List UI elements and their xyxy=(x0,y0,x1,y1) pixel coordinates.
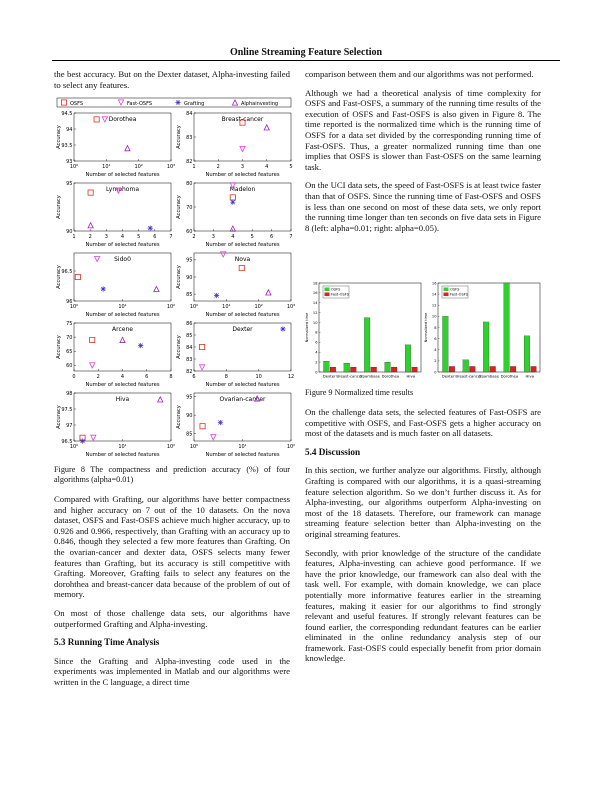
paragraph-discussion-1: In this section, we further analyze our algorithms. Firstly, although Grafting is compared with our algorithms, it is a quasi-streaming feature selection algorithm. So we don’t further discuss it. As for Alpha-investing, our algorithms outperform Alpha-investing on most of the 18 datasets. Therefore, our framework can manage streaming feature selection better than Alpha-investing on the original streaming features. xyxy=(305,465,541,539)
subplot-title: Dorothea xyxy=(108,116,137,123)
y-tick-label: 12 xyxy=(431,303,437,308)
y-tick-label: 2 xyxy=(315,360,318,365)
bar-fast-osfs xyxy=(490,366,496,372)
x-tick-label: 10² xyxy=(254,304,263,310)
paragraph-running-time: Since the Grafting and Alpha-investing code used in the experiments was implemented in Matlab and our algorithms were written in the C language, a direct time xyxy=(54,655,290,687)
x-tick-label: Spambase xyxy=(360,373,380,379)
x-tick-label: 10² xyxy=(166,444,176,450)
x-tick-label: 10¹ xyxy=(118,444,127,450)
paragraph-discussion-2: Secondly, with prior knowledge of the structure of the candidate features, Alpha-investing can achieve good performance. If we have the prior knowledge, our framework can also deal with the task well. For example, with domain knowledge, we can place potentially more informative features earlier in the streaming features, making it easier for our algorithms to find strongly relevant and useful features. If strongly relevant features can be found earlier, the corresponding redundant features can be earlier eliminated in the online redundancy analysis step of our framework. Fast-OSFS could especially benefit from prior domain knowledge. xyxy=(305,547,541,664)
y-tick-label: 16 xyxy=(431,281,437,286)
y-tick-label: 95 xyxy=(186,394,193,401)
subplot-hiva xyxy=(56,391,175,458)
bar-fast-osfs xyxy=(391,367,397,372)
figure-8-legend xyxy=(57,98,291,107)
x-tick-label: 6 xyxy=(192,374,196,380)
y-tick-label: 85 xyxy=(186,291,193,298)
x-tick-label: 10¹ xyxy=(238,444,247,450)
y-tick-label: 97.5 xyxy=(61,406,73,413)
subplot-xlabel: Number of selected features xyxy=(205,242,280,248)
y-tick-label: 0 xyxy=(315,370,318,375)
paragraph-grafting-comparison: Compared with Grafting, our algorithms have better compactness and higher accuracy on 7 out of the 10 datasets. On the nova dataset, OSFS and Fast-OSFS achieve much higher accuracy, up to 0.926 and 0.966, respectively, than Grafting with an accuracy up to 0.846, though they selected a few more features than Grafting. On the ovarian-cancer and dexter data, OSFS selects many fewer features than Grafting, but its accuracy is still competitive with Grafting. Moreover, Grafting fails to select any features on the dorohthea and breast-cancer data because of the problem of out of memory. xyxy=(54,494,290,600)
subplot-ovarian-cancer xyxy=(176,393,295,458)
bar-fast-osfs xyxy=(330,367,336,372)
data-point-grafting xyxy=(218,420,223,425)
paragraph-time-complexity: Although we had a theoretical analysis of time complexity for OSFS and Fast-OSFS, a summary of the running time results of the execution of OSFS and Fast-OSFS is also given in Figure 8. The time reported is the normalized time which is the running time of OSFS for a data set divided by the corresponding running time of Fast-OSFS. Thus, a greater normalized running time than one implies that OSFS is slower than Fast-OSFS on the same learning task. xyxy=(305,87,541,172)
subplot-title: Dexter xyxy=(232,326,253,333)
subplot-ylabel: Accuracy xyxy=(56,125,62,149)
subplot-ylabel: Accuracy xyxy=(176,265,182,289)
x-tick-label: 4 xyxy=(120,374,125,380)
y-tick-label: 96.5 xyxy=(61,438,73,445)
figure-9-caption: Figure 9 Normalized time results xyxy=(305,388,414,397)
subplot-title: Sido0 xyxy=(114,256,131,263)
x-tick-label: 4 xyxy=(120,234,125,240)
y-tick-label: 6 xyxy=(315,340,318,345)
left-column xyxy=(54,69,290,98)
subplot-ylabel: Accuracy xyxy=(56,195,62,219)
x-tick-label: 10² xyxy=(134,164,143,170)
x-tick-label: 6 xyxy=(270,234,274,240)
legend-marker-grafting xyxy=(175,100,180,105)
x-tick-label: 3 xyxy=(104,234,108,240)
subplot-title: Ovarian-cancer xyxy=(219,396,266,403)
y-tick-label: 85 xyxy=(186,332,193,339)
legend-label-fast-osfs: Fast-OSFS xyxy=(450,292,469,297)
y-tick-label: 60 xyxy=(186,228,193,235)
subplot-ylabel: Accuracy xyxy=(176,335,182,359)
y-tick-label: 84 xyxy=(186,344,193,351)
section-5-3-heading: 5.3 Running Time Analysis xyxy=(54,637,160,648)
y-tick-label: 83 xyxy=(186,356,193,363)
x-tick-label: 10⁰ xyxy=(69,304,79,310)
x-tick-label: Hiva xyxy=(525,373,535,379)
data-point-grafting xyxy=(280,326,285,331)
x-tick-label: 8 xyxy=(169,374,173,380)
y-tick-label: 70 xyxy=(66,334,73,341)
x-tick-label: 10² xyxy=(286,444,296,450)
bar-fast-osfs xyxy=(469,366,475,372)
subplot-xlabel: Number of selected features xyxy=(85,312,160,318)
bar-chart-right xyxy=(424,281,540,378)
section-5-4-heading: 5.4 Discussion xyxy=(305,446,361,457)
x-tick-label: 3 xyxy=(240,164,245,170)
bar-osfs xyxy=(463,360,469,372)
subplot-nova xyxy=(176,252,295,318)
y-tick-label: 75 xyxy=(66,320,73,327)
intro-paragraph: the best accuracy. But on the Dexter dataset, Alpha-investing failed to select any features. xyxy=(54,69,290,90)
x-tick-label: 7 xyxy=(169,234,173,240)
bar-legend xyxy=(442,286,469,298)
x-tick-label: 10¹ xyxy=(118,304,127,310)
x-tick-label: 10³ xyxy=(286,304,296,310)
x-tick-label: 2 xyxy=(88,234,92,240)
bar-fast-osfs xyxy=(449,366,455,372)
x-tick-label: 4 xyxy=(265,164,269,170)
y-tick-label: 14 xyxy=(431,292,437,297)
x-tick-label: Hiva xyxy=(406,373,416,379)
subplot-title: Arcene xyxy=(112,326,133,333)
y-tick-label: 18 xyxy=(312,281,318,286)
y-tick-label: 90 xyxy=(186,412,193,419)
x-tick-label: 5 xyxy=(137,234,141,240)
data-point-grafting xyxy=(230,200,235,205)
y-tick-label: 83 xyxy=(186,134,193,141)
y-tick-label: 85 xyxy=(186,431,193,438)
left-column-body xyxy=(54,463,290,696)
x-tick-label: 5 xyxy=(250,234,254,240)
legend-label-alphainvesting: Alphainvesting xyxy=(241,100,279,107)
bar-fast-osfs xyxy=(412,367,418,372)
legend-swatch-osfs xyxy=(444,288,449,292)
x-tick-label: Dorothea xyxy=(381,373,400,379)
y-tick-label: 10 xyxy=(431,314,437,319)
subplot-lymphoma xyxy=(56,181,173,248)
subplot-dorothea xyxy=(56,111,175,178)
x-tick-label: Dorothea xyxy=(500,373,519,379)
y-tick-label: 93 xyxy=(66,158,73,165)
data-point-grafting xyxy=(148,226,153,231)
paragraph-comparison-end: comparison between them and our algorithms was not performed. xyxy=(305,69,534,79)
x-tick-label: 1 xyxy=(192,164,196,170)
legend-swatch-fast-osfs xyxy=(444,293,449,297)
subplot-title: Hiva xyxy=(115,396,130,403)
x-tick-label: 6 xyxy=(153,234,157,240)
x-tick-label: 10⁰ xyxy=(189,304,199,310)
x-tick-label: Breast-cancer xyxy=(455,373,482,379)
legend-label-osfs: OSFS xyxy=(70,100,84,107)
y-tick-label: 94 xyxy=(66,126,73,133)
y-tick-label: 94.5 xyxy=(61,110,73,117)
bar-fast-osfs xyxy=(350,367,356,372)
x-tick-label: 10⁰ xyxy=(189,444,199,450)
x-tick-label: 2 xyxy=(96,374,100,380)
y-tick-label: 4 xyxy=(315,350,318,355)
x-tick-label: 2 xyxy=(192,234,196,240)
y-tick-label: 93.5 xyxy=(61,142,73,149)
right-column-body xyxy=(305,386,541,672)
subplot-xlabel: Number of selected features xyxy=(205,452,280,458)
x-tick-label: Breast-cancer xyxy=(336,373,363,379)
subplot-xlabel: Number of selected features xyxy=(85,382,160,388)
bar-fast-osfs xyxy=(510,366,516,372)
x-tick-label: 7 xyxy=(289,234,293,240)
subplot-xlabel: Number of selected features xyxy=(205,382,280,388)
y-tick-label: 97 xyxy=(66,422,73,429)
y-tick-label: 82 xyxy=(186,158,193,165)
y-tick-label: 6 xyxy=(434,336,437,341)
subplot-breast-cancer xyxy=(176,111,293,178)
subplot-title: Breast-cancer xyxy=(221,116,264,123)
bar-osfs xyxy=(385,362,391,372)
data-point-grafting xyxy=(80,438,85,443)
legend-swatch-osfs xyxy=(325,288,330,292)
y-tick-label: 8 xyxy=(434,325,437,330)
subplot-title: Nova xyxy=(234,256,251,263)
legend-label-fast-osfs: Fast-OSFS xyxy=(331,292,350,297)
x-tick-label: 10³ xyxy=(166,164,176,170)
bar-fast-osfs xyxy=(371,367,377,372)
paragraph-challenge-fast-osfs: On the challenge data sets, the selected features of Fast-OSFS are competitive with OSFS, and Fast-OSFS gets a higher accuracy on most of the datasets and is much faster on all datasets. xyxy=(305,407,541,439)
y-tick-label: 8 xyxy=(315,330,318,335)
data-point-grafting xyxy=(138,343,143,348)
y-tick-label: 96 xyxy=(66,298,73,305)
bar-osfs xyxy=(504,283,510,372)
bar-osfs xyxy=(442,316,448,372)
paragraph-uci-speed: On the UCI data sets, the speed of Fast-OSFS is at least twice faster than that of OSFS. Since the running time of Fast-OSFS and OSFS is less than one second on most of these data sets, we only report the running time longer than ten seconds on five data sets in Figure 8 (left: alpha=0.01; right: alpha=0.05). xyxy=(305,180,541,233)
x-tick-label: 5 xyxy=(289,164,293,170)
figure-8-caption: Figure 8 The compactness and prediction accuracy (%) of four algorithms (alpha=0.01) xyxy=(54,465,290,484)
x-tick-label: 8 xyxy=(224,374,228,380)
subplot-xlabel: Number of selected features xyxy=(85,242,160,248)
x-tick-label: Dexter xyxy=(322,373,336,379)
running-header: Online Streaming Feature Selection xyxy=(229,47,383,58)
y-tick-label: 84 xyxy=(186,110,193,117)
subplot-ylabel: Accuracy xyxy=(176,195,182,219)
legend-label-grafting: Grafting xyxy=(184,100,205,107)
subplot-madelon xyxy=(176,181,293,248)
legend-label-osfs: OSFS xyxy=(331,287,341,292)
bar-ylabel: Normalized time xyxy=(424,312,428,343)
subplot-xlabel: Number of selected features xyxy=(205,312,280,318)
subplot-xlabel: Number of selected features xyxy=(85,172,160,178)
x-tick-label: 10 xyxy=(255,374,262,380)
x-tick-label: 2 xyxy=(216,164,220,170)
y-tick-label: 95 xyxy=(66,180,73,187)
subplot-xlabel: Number of selected features xyxy=(205,172,280,178)
bar-osfs xyxy=(364,318,370,372)
x-tick-label: 12 xyxy=(287,374,295,380)
legend-swatch-fast-osfs xyxy=(325,293,330,297)
x-tick-label: Dexter xyxy=(441,373,455,379)
bar-legend xyxy=(323,286,350,298)
bar-osfs xyxy=(483,322,489,372)
bar-fast-osfs xyxy=(531,366,537,372)
subplot-ylabel: Accuracy xyxy=(56,265,62,289)
y-tick-label: 0 xyxy=(434,370,437,375)
x-tick-label: 10⁰ xyxy=(69,444,79,450)
data-point-grafting xyxy=(214,293,219,298)
bar-ylabel: Normalized time xyxy=(305,312,309,343)
y-tick-label: 10 xyxy=(312,320,318,325)
y-tick-label: 14 xyxy=(312,301,318,306)
x-tick-label: 10² xyxy=(166,304,176,310)
data-point-grafting xyxy=(101,286,106,291)
subplot-ylabel: Accuracy xyxy=(176,125,182,149)
subplot-title: Madelon xyxy=(229,186,256,193)
subplot-dexter xyxy=(176,321,294,388)
x-tick-label: 10¹ xyxy=(102,164,111,170)
x-tick-label: 10¹ xyxy=(222,304,231,310)
subplot-ylabel: Accuracy xyxy=(56,335,62,359)
y-tick-label: 95 xyxy=(186,257,193,264)
x-tick-label: 6 xyxy=(145,374,149,380)
subplot-ylabel: Accuracy xyxy=(176,405,182,429)
x-tick-label: 3 xyxy=(211,234,215,240)
bar-osfs xyxy=(405,345,411,372)
figure-9-bar-charts xyxy=(305,280,543,383)
x-tick-label: 4 xyxy=(231,234,235,240)
bar-osfs xyxy=(344,363,350,372)
y-tick-label: 90 xyxy=(66,228,73,235)
y-tick-label: 86 xyxy=(186,320,193,327)
y-tick-label: 60 xyxy=(66,363,73,370)
subplot-ylabel: Accuracy xyxy=(56,405,62,429)
header-rule xyxy=(52,60,560,61)
x-tick-label: Spambase xyxy=(479,373,499,379)
legend-label-fast-osfs: Fast-OSFS xyxy=(127,100,153,107)
y-tick-label: 4 xyxy=(434,348,437,353)
bar-chart-left xyxy=(305,281,421,378)
legend-label-osfs: OSFS xyxy=(450,287,460,292)
y-tick-label: 70 xyxy=(186,204,193,211)
x-tick-label: 10⁰ xyxy=(69,164,79,170)
paragraph-challenge-summary: On most of those challenge data sets, our algorithms have outperformed Grafting and Alpha-investing. xyxy=(54,607,290,629)
subplot-title: Lymphoma xyxy=(106,186,139,193)
y-tick-label: 82 xyxy=(186,368,193,375)
y-tick-label: 80 xyxy=(186,180,193,187)
bar-osfs xyxy=(524,336,530,372)
x-tick-label: 1 xyxy=(72,234,76,240)
bar-osfs xyxy=(323,361,329,372)
subplot-arcene xyxy=(56,321,173,388)
subplot-xlabel: Number of selected features xyxy=(85,452,160,458)
y-tick-label: 96.5 xyxy=(61,268,73,275)
y-tick-label: 90 xyxy=(186,274,193,281)
y-tick-label: 16 xyxy=(312,291,318,296)
y-tick-label: 65 xyxy=(66,349,73,356)
y-tick-label: 98 xyxy=(66,390,73,397)
right-column-top xyxy=(305,69,541,241)
y-tick-label: 12 xyxy=(312,310,318,315)
subplot-sido0 xyxy=(56,253,175,318)
x-tick-label: 0 xyxy=(72,374,76,380)
y-tick-label: 2 xyxy=(434,359,437,364)
figure-8-scatter-grid xyxy=(54,97,294,459)
